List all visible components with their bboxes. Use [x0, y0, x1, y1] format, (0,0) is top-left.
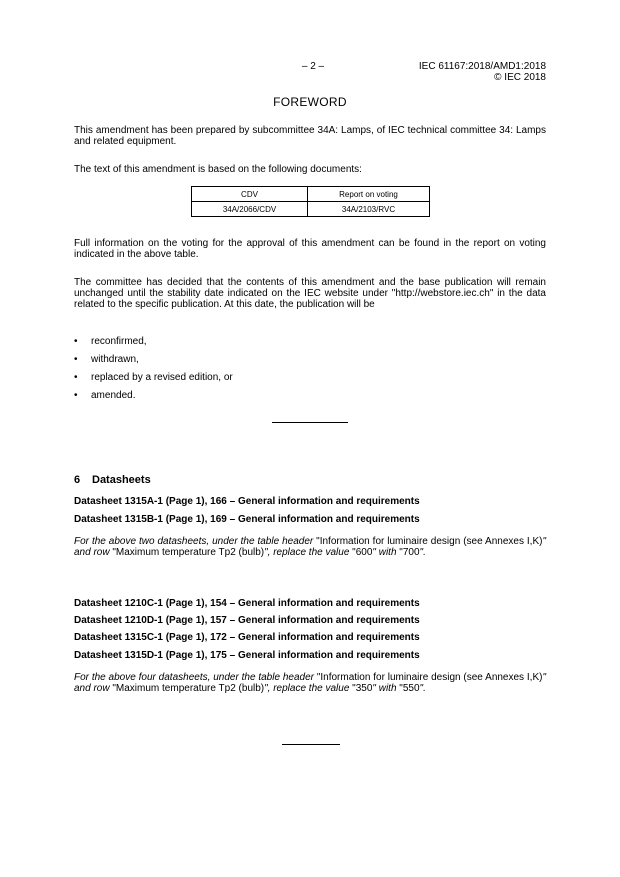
section-title: Datasheets [92, 474, 151, 486]
datasheet-change-note-2: For the above four datasheets, under the table header "Information for luminaire design (see Annexes I,K)" and row "Maximum temperature Tp2 (bulb)", replace the value "350" with "550". [74, 672, 547, 694]
datasheet-change-note-1: For the above two datasheets, under the table header "Information for luminaire design (see Annexes I,K)" and row "Maximum temperature Tp2 (bulb)", replace the value "600" with "700". [74, 536, 547, 558]
table-cell: 34A/2103/RVC [308, 202, 430, 217]
datasheet-heading: Datasheet 1210D-1 (Page 1), 157 – General information and requirements [74, 615, 420, 626]
datasheet-heading: Datasheet 1315D-1 (Page 1), 175 – General information and requirements [74, 650, 420, 661]
datasheet-heading: Datasheet 1315A-1 (Page 1), 166 – General information and requirements [74, 496, 420, 507]
foreword-paragraph-3: Full information on the voting for the approval of this amendment can be found in the report on voting indicated in the above table. [74, 238, 546, 260]
table-row [192, 202, 430, 217]
table-cell: 34A/2066/CDV [192, 202, 308, 217]
datasheet-heading: Datasheet 1210C-1 (Page 1), 154 – General information and requirements [74, 598, 420, 609]
table-header-cell: Report on voting [308, 187, 430, 202]
bullet-icon: • [74, 336, 78, 347]
page-number: – 2 – [301, 61, 325, 72]
foreword-title: FOREWORD [273, 95, 347, 109]
table-header-cell: CDV [192, 187, 308, 202]
bullet-icon: • [74, 390, 78, 401]
section-heading [74, 474, 151, 486]
section-divider [272, 422, 348, 423]
section-number: 6 [74, 474, 81, 486]
end-divider [282, 744, 340, 745]
bullet-icon: • [74, 372, 78, 383]
table-header-row [192, 187, 430, 202]
document-header [419, 61, 546, 83]
standard-number: IEC 61167:2018/AMD1:2018 [418, 61, 546, 72]
foreword-paragraph-1: This amendment has been prepared by subcommittee 34A: Lamps, of IEC technical committee 34: Lamps and related equipment. [74, 125, 546, 147]
foreword-paragraph-2: The text of this amendment is based on the following documents: [74, 164, 362, 175]
voting-documents-table [191, 186, 430, 217]
datasheet-heading: Datasheet 1315B-1 (Page 1), 169 – General information and requirements [74, 514, 420, 525]
copyright: © IEC 2018 [494, 72, 546, 83]
foreword-paragraph-4: The committee has decided that the contents of this amendment and the base publication will remain unchanged until the stability date indicated on the IEC website under "http://webstore.iec.ch" in the data related to the specific publication. At this date, the publication will be [74, 277, 546, 310]
datasheet-heading: Datasheet 1315C-1 (Page 1), 172 – General information and requirements [74, 632, 420, 643]
bullet-icon: • [74, 354, 78, 365]
